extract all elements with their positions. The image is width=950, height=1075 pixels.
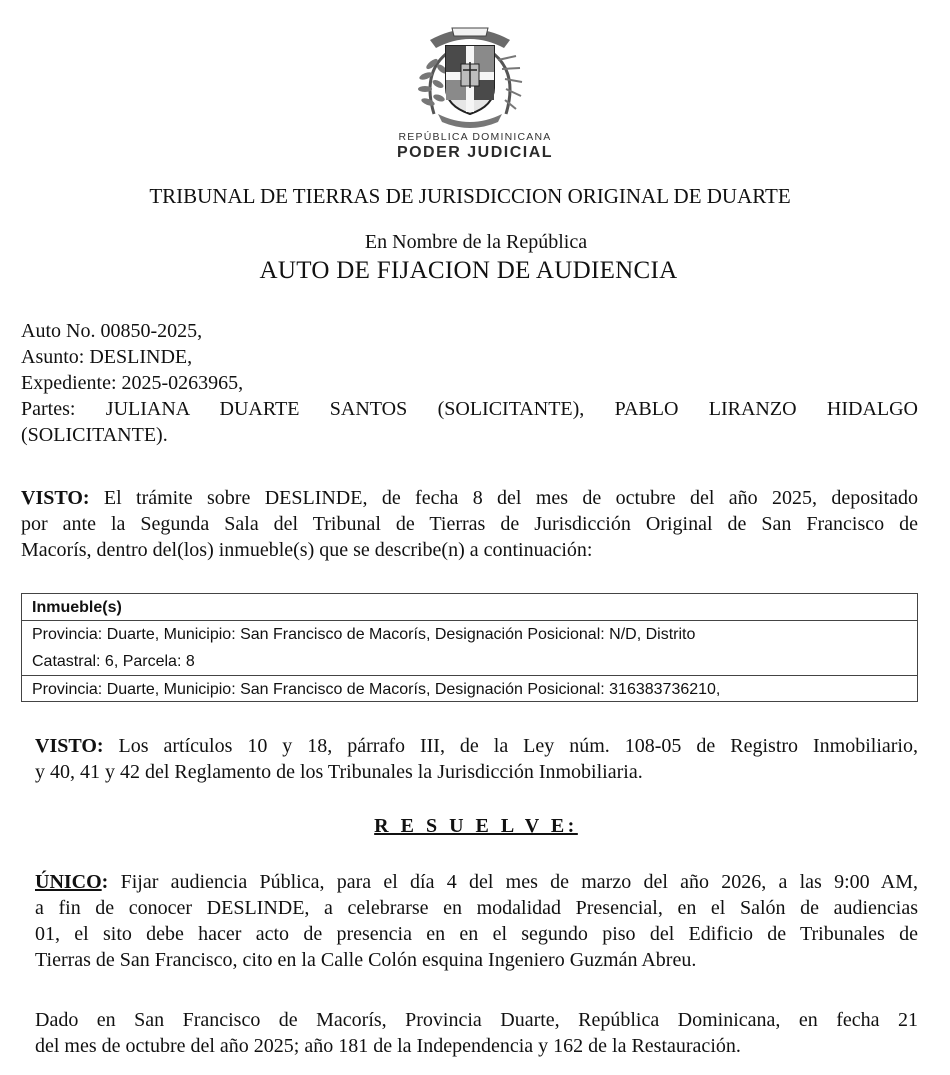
visto-text: por ante la Segunda Sala del Tribunal de Tierras de Jurisdicción Original de San Francisco de	[21, 513, 918, 535]
resuelve-heading: R E S U E L V E:	[374, 815, 578, 837]
unico-colon: :	[101, 871, 109, 893]
table-row	[22, 676, 917, 702]
seal-subtitle: REPÚBLICA DOMINICANA	[398, 131, 552, 143]
table-cell: Catastral: 6, Parcela: 8	[32, 653, 195, 670]
dado-text: del mes de octubre del año 2025; año 181 de la Independencia y 162 de la Restauración.	[35, 1035, 741, 1057]
dado-paragraph	[35, 1007, 918, 1059]
table-cell: Provincia: Duarte, Municipio: San Francisco de Macorís, Designación Posicional: N/D, Distrito	[32, 626, 696, 643]
visto-paragraph-1	[21, 485, 918, 563]
unico-label: ÚNICO	[35, 871, 102, 893]
unico-text: a fin de conocer DESLINDE, a celebrarse en modalidad Presencial, en el Salón de audiencias	[35, 897, 918, 919]
unico-text: Tierras de San Francisco, cito en la Calle Colón esquina Ingeniero Guzmán Abreu.	[35, 949, 697, 971]
expediente: Expediente: 2025-0263965,	[21, 372, 244, 394]
visto-text: Los artículos 10 y 18, párrafo III, de la Ley núm. 108-05 de Registro Inmobiliario,	[103, 735, 918, 757]
seal-title: PODER JUDICIAL	[396, 144, 554, 161]
partes-line-1: Partes: JULIANA DUARTE SANTOS (SOLICITANTE), PABLO LIRANZO HIDALGO	[21, 398, 918, 420]
court-name: TRIBUNAL DE TIERRAS DE JURISDICCION ORIGINAL DE DUARTE	[149, 184, 791, 208]
visto-text: y 40, 41 y 42 del Reglamento de los Tribunales la Jurisdicción Inmobiliaria.	[35, 761, 643, 783]
unico-paragraph	[35, 869, 918, 973]
coat-of-arms-icon	[412, 14, 528, 132]
document-title: AUTO DE FIJACION DE AUDIENCIA	[259, 257, 678, 284]
invocation: En Nombre de la República	[364, 231, 588, 253]
table-cell: Provincia: Duarte, Municipio: San Francisco de Macorís, Designación Posicional: 316383736210,	[32, 681, 721, 698]
visto-text: Macorís, dentro del(los) inmueble(s) que se describe(n) a continuación:	[21, 539, 593, 561]
inmuebles-table	[21, 593, 918, 702]
dado-text: Dado en San Francisco de Macorís, Provincia Duarte, República Dominicana, en fecha 21	[35, 1009, 918, 1031]
case-metadata	[21, 318, 918, 448]
visto-text: El trámite sobre DESLINDE, de fecha 8 del mes de octubre del año 2025, depositado	[89, 487, 918, 509]
asunto: Asunto: DESLINDE,	[21, 346, 193, 368]
visto-label: VISTO:	[35, 735, 104, 757]
unico-text: Fijar audiencia Pública, para el día 4 del mes de marzo del año 2026, a las 9:00 AM,	[108, 871, 918, 893]
visto-paragraph-2	[35, 733, 918, 785]
visto-label: VISTO:	[21, 487, 90, 509]
table-header: Inmueble(s)	[22, 594, 917, 621]
unico-text: 01, el sito debe hacer acto de presencia en en el segundo piso del Edificio de Tribunales de	[35, 923, 918, 945]
partes-line-2: (SOLICITANTE).	[21, 424, 168, 446]
table-row	[22, 621, 917, 676]
auto-number: Auto No. 00850-2025,	[21, 320, 203, 342]
